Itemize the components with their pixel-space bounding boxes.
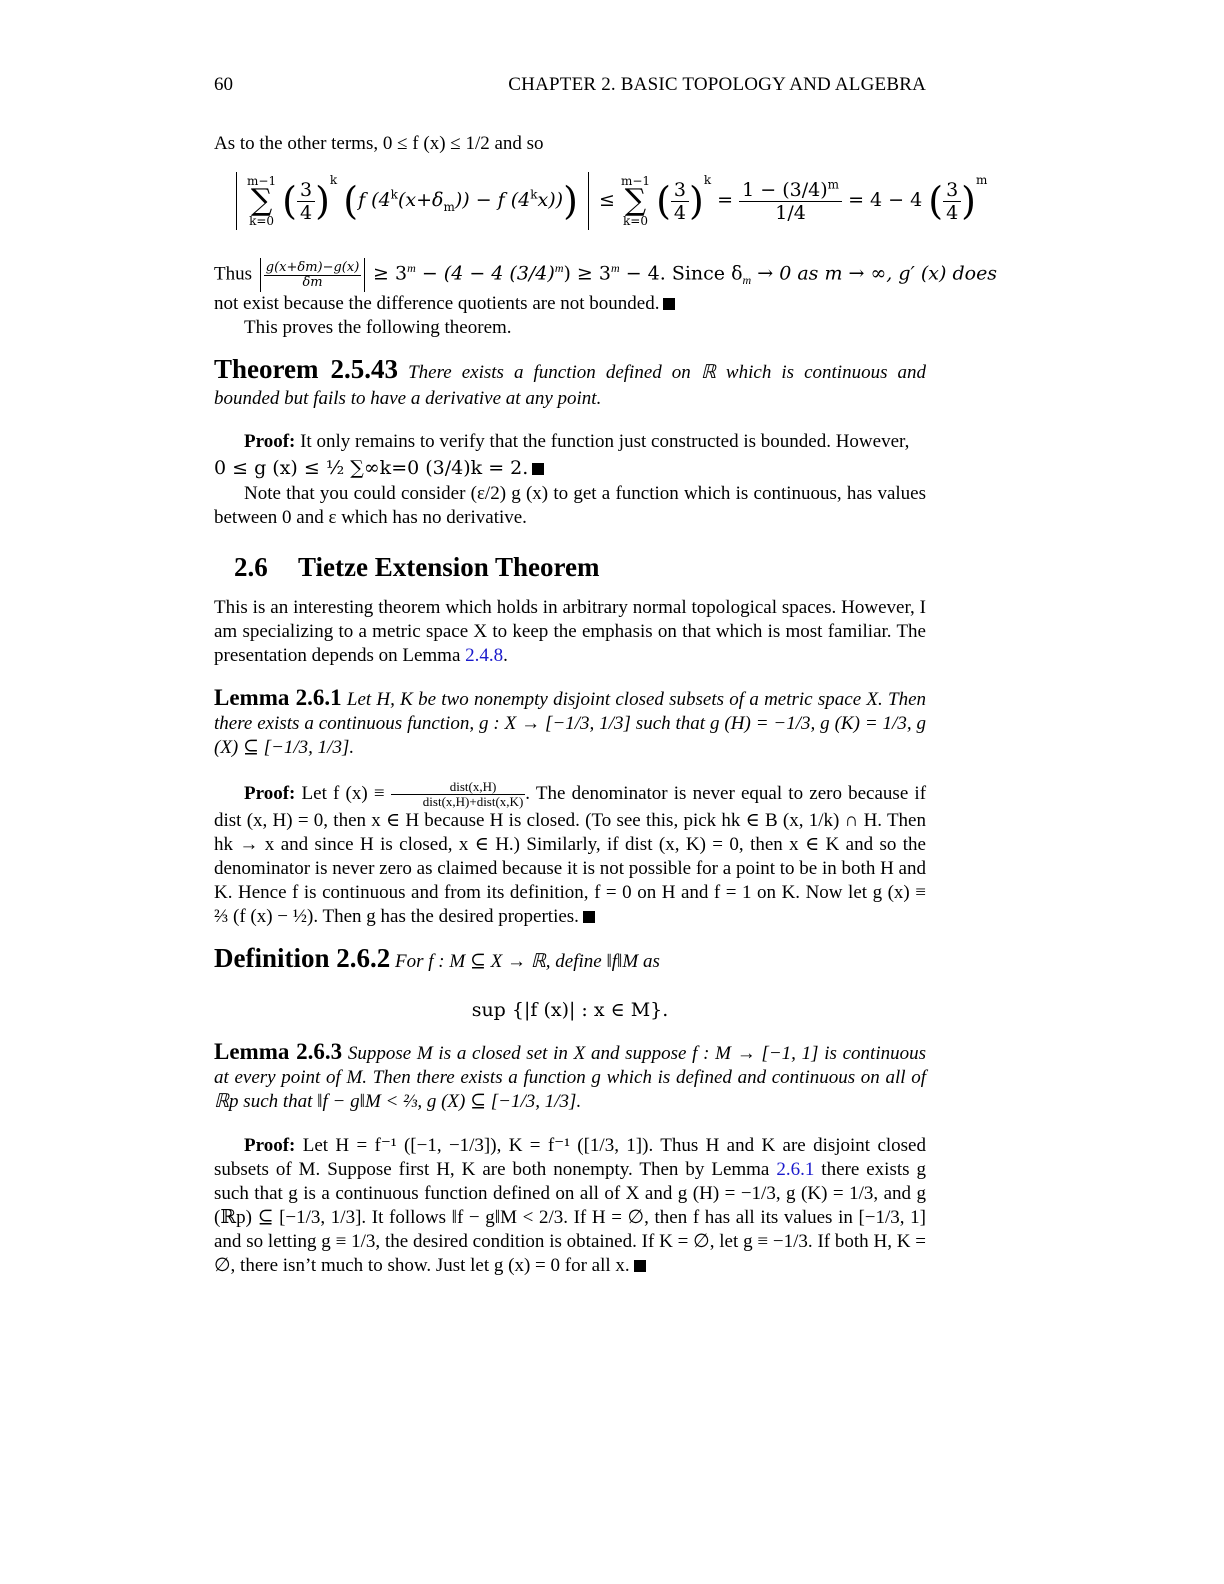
display-equation-sum: m−1 ∑ k=0 ( $\frac{3}{4}$ )$^k$ (f $(4^k(x+\delta_m)) - f$ (4$^k$x))) ≤ m−1 ∑ k=0 ( $\frac{3}{4}$ )$^k$ = $\frac{1 - (3/4)^m}{1/4}$ = 4 − 4 ( $\frac{3}{4}$ )$^m$ [232, 172, 932, 242]
paragraph-note: Note that you could consider (ε/2) g (x) to get a function which is continuous, has values between 0 and ε which has no derivative. [214, 483, 926, 528]
definition-text: For f : M ⊆ X → ℝ, define ‖f‖M as [395, 951, 660, 972]
theorem-text: There exists a function defined on ℝ which is continuous and bounded but fails to have a derivative at any point. [214, 362, 926, 409]
paragraph-thus-cont: not exist because the difference quotients are not bounded. [214, 292, 926, 316]
qed-square [634, 1260, 646, 1272]
abs-bar-right [588, 172, 589, 230]
section-number: 2.6 [234, 552, 268, 582]
lemma-2-6-3 [214, 1040, 926, 1114]
theorem-2-5-43 [214, 356, 926, 412]
definition-display: sup {|f (x)| : x ∈ M}. [471, 999, 669, 1021]
section-title: Tietze Extension Theorem [298, 552, 600, 582]
lemma-title: Lemma 2.6.3 [214, 1039, 343, 1064]
sigma-symbol: ∑ [250, 183, 273, 218]
definition-2-6-2 [214, 943, 926, 974]
fraction-geometric-sum: $\frac{1 - (3/4)^m}{1/4}$ [739, 179, 842, 224]
lemma-2-6-1-link[interactable]: 2.6.1 [776, 1159, 815, 1180]
definition-title: Definition 2.6.2 [214, 943, 391, 973]
proof-label: Proof: [244, 1135, 296, 1156]
lemma-2-6-1 [214, 686, 926, 760]
paragraph-proves: This proves the following theorem. [244, 317, 512, 338]
abs-bar-left [236, 172, 237, 230]
lemma-title: Lemma 2.6.1 [214, 685, 342, 710]
proof-label: Proof: [244, 782, 296, 804]
qed-square [583, 911, 595, 923]
page-number: 60 [214, 74, 233, 95]
proof-bounded: Proof: It only remains to verify that the function just constructed is bounded. However, [244, 431, 910, 452]
proof-lemma-2-6-1: Proof: Let f (x) ≡ $\frac{\text{dist(x,H)}}{\text{dist(x,H)+dist(x,K)}}$ . The denominator is never equal to zero because if dist (x, H) = 0, then x ∈ H because H is closed. (To see this, pick hk ∈ B (x, 1/k) ∩ H. Then hk → x and since H is closed, x ∈ H.) Similarly, if dist (x, K) = 0, then x ∈ K and so the denominator is never zero as claimed because it is not possible for a point to be in both H and K. Hence f is continuous and from its definition, f = 0 on H and f = 1 on K. Now let g (x) ≡ ⅔ (f (x) − ½). Then g has the desired properties. [214, 779, 927, 927]
fraction-three-quarters: $\frac{3}{4}$ [297, 179, 315, 224]
lemma-text: Let H, K be two nonempty disjoint closed subsets of a metric space X. Then there exists a continuous function, g : X → [−1/3, 1/3] such that g (H) = −1/3, g (K) = 1/3, g (X) ⊆ [−1/3, 1/3]. [214, 689, 926, 758]
chapter-title: CHAPTER 2. BASIC TOPOLOGY AND ALGEBRA [508, 74, 926, 95]
distance-fraction: $\frac{\text{dist(x,H)}}{\text{dist(x,H)+dist(x,K)}}$ [391, 780, 526, 809]
qed-square [663, 298, 675, 310]
sum-right: m−1 ∑ k=0 [620, 174, 651, 228]
qed-square [532, 463, 544, 475]
proof-bounded-line2: 0 ≤ g (x) ≤ ½ ∑∞k=0 (3/4)k = 2. [214, 456, 926, 480]
proof-lemma-2-6-3: Proof: Let H = f⁻¹ ([−1, −1/3]), K = f⁻¹ ([1/3, 1]). Thus H and K are disjoint closed subsets of M. Suppose first H, K are both nonempty. Then by Lemma 2.6.1 there exists g such that g is a continuous function defined on all of X and g (H) = −1/3, g (K) = 1/3, and g (ℝp) ⊆ [−1/3, 1/3]. It follows ‖f − g‖M < 2/3. If H = ∅, then f has all its values in [−1/3, 1] and so letting g ≡ 1/3, the desired condition is obtained. If K = ∅, let g ≡ −1/3. If both H, K = ∅, there isn’t much to show. Just let g (x) = 0 for all x. [214, 1135, 926, 1276]
theorem-title: Theorem 2.5.43 [214, 354, 399, 384]
paragraph-intro: This is an interesting theorem which holds in arbitrary normal topological spaces. However, I am specializing to a metric space X to keep the emphasis on that which is most familiar. The presentation depends on Lemma 2.4.8. [214, 597, 926, 666]
section-heading [234, 552, 599, 583]
lemma-2-4-8-link[interactable]: 2.4.8 [465, 645, 504, 666]
proof-label: Proof: [244, 431, 296, 452]
paragraph-other-terms: As to the other terms, 0 ≤ f (x) ≤ 1/2 and so [214, 133, 544, 154]
paragraph-thus: Thus $\frac{g(x+\delta m)-g(x)}{\delta m}$ ≥ $3^m - (4 - 4$ $(3/4)^m) \ge 3^m - 4$. Since $\delta_m \to 0$ as m → ∞, g′ (x) does [214, 258, 926, 292]
difference-quotient: $\frac{g(x+\delta m)-g(x)}{\delta m}$ [265, 259, 360, 290]
lemma-text: Suppose M is a closed set in X and suppose f : M → [−1, 1] is continuous at every point of M. Then there exists a function g which is defined and continuous on all of ℝp such that ‖f − g‖M < ⅔, g (X) ⊆ [−1/3, 1/3]. [214, 1043, 927, 1112]
sum-left: m−1 ∑ k=0 [247, 174, 277, 228]
